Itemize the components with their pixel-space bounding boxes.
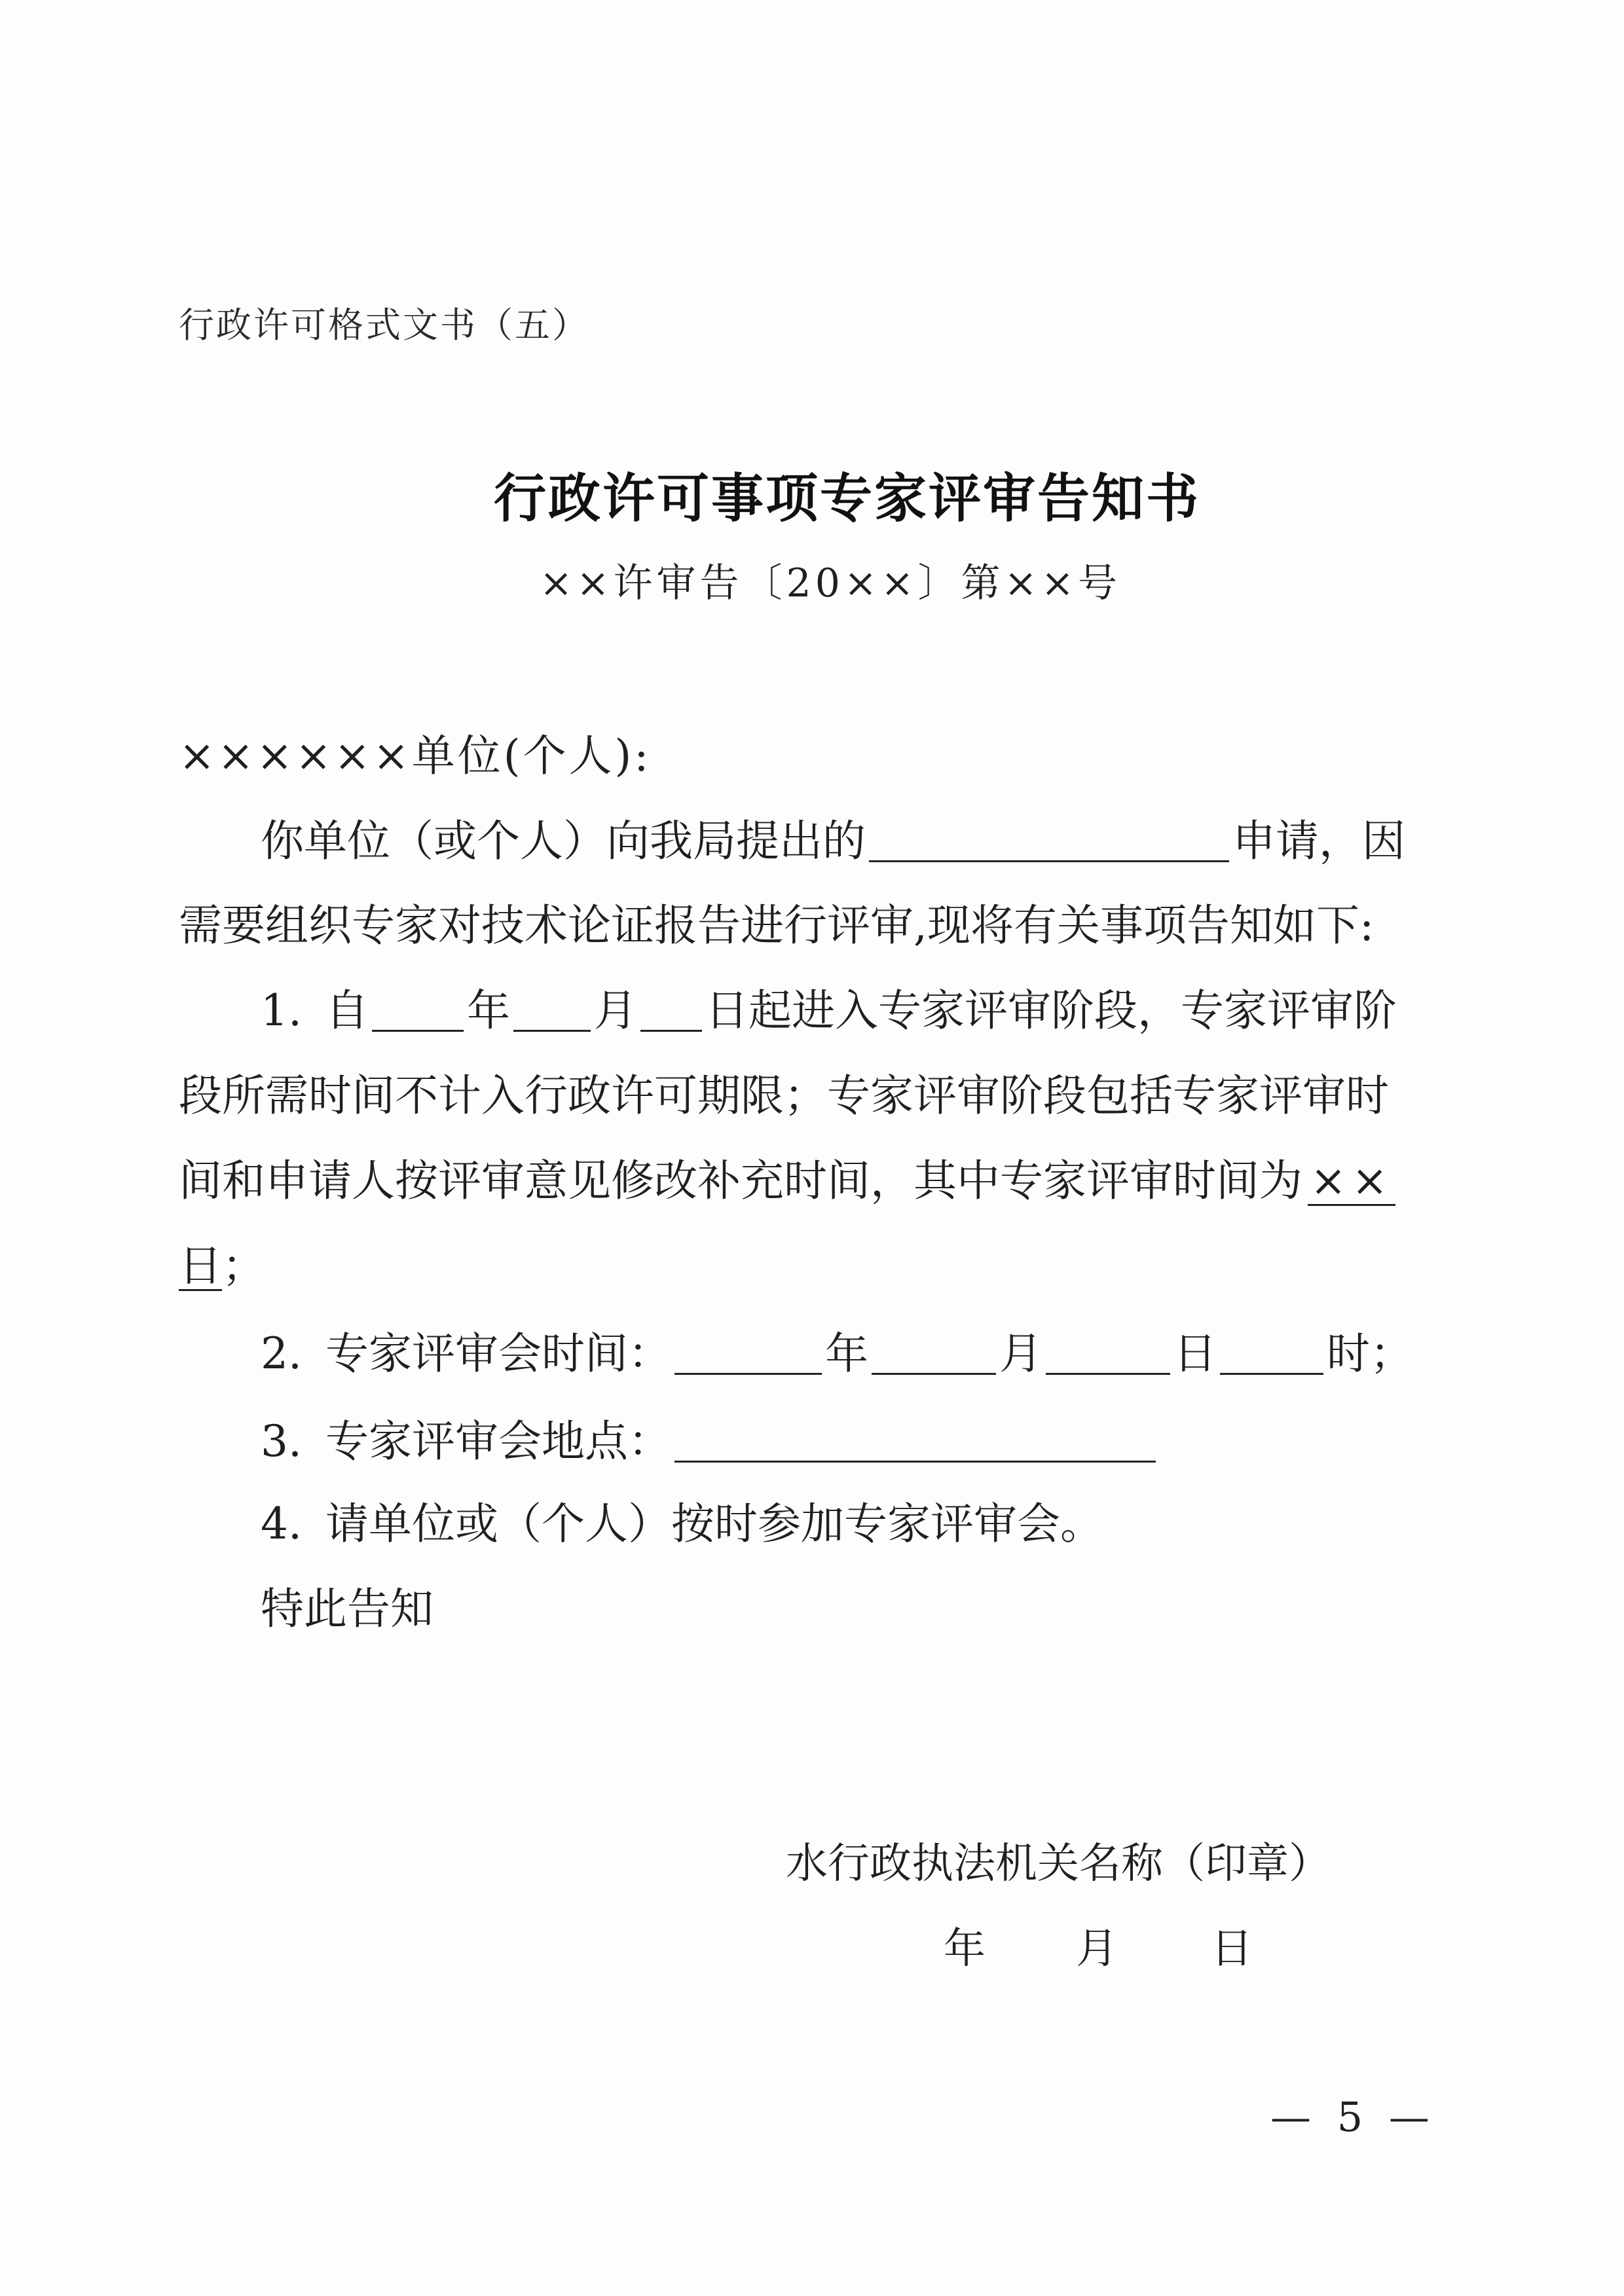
page-number: — 5 — — [1270, 2093, 1436, 2141]
signature-month: 月 — [1076, 1925, 1118, 1973]
item-text: 请单位或（个人）按时参加专家评审会。 — [325, 1499, 1103, 1549]
signature-day: 日 — [1211, 1925, 1253, 1973]
item-text: 月 — [594, 985, 637, 1036]
intro-text-after: 申请，因 — [1232, 816, 1405, 866]
year-blank — [674, 1366, 822, 1375]
item-1-line-3 — [179, 1155, 1395, 1207]
item-number: 2. — [261, 1328, 302, 1379]
item-3 — [261, 1415, 1159, 1468]
meeting-time-label: 专家评审会时间： — [325, 1328, 671, 1379]
review-days-unit: 日 — [179, 1241, 222, 1291]
intro-line — [261, 815, 1405, 867]
year-blank — [372, 1023, 464, 1032]
item-text: 年 — [825, 1328, 868, 1379]
item-text: 月 — [999, 1328, 1043, 1379]
review-days-value: ×× — [1308, 1159, 1395, 1206]
intro-continuation: 需要组织专家对技术论证报告进行评审,现将有关事项告知如下: — [179, 900, 1375, 951]
item-1-line-4 — [179, 1240, 265, 1292]
item-1-line-2: 段所需时间不计入行政许可期限；专家评审阶段包括专家评审时 — [179, 1070, 1389, 1121]
signature-year: 年 — [944, 1925, 986, 1973]
location-blank — [674, 1454, 1156, 1463]
item-text: 日 — [1173, 1328, 1217, 1379]
item-text: 自 — [325, 985, 369, 1036]
addressee: ××××××单位(个人): — [179, 731, 652, 781]
item-text: 年 — [467, 985, 510, 1036]
month-blank — [513, 1023, 591, 1032]
day-blank — [640, 1023, 702, 1032]
item-text: 时； — [1327, 1328, 1413, 1379]
item-1 — [261, 985, 1397, 1037]
month-blank — [872, 1366, 996, 1375]
intro-text: 你单位（或个人）向我局提出的 — [261, 816, 866, 866]
issuer-name: 水行政执法机关名称（印章） — [786, 1840, 1331, 1888]
document-number: ××许审告〔20××〕第××号 — [540, 560, 1121, 606]
document-title: 行政许可事项专家评审告知书 — [494, 467, 1200, 529]
item-text: 日起进入专家评审阶段，专家评审阶 — [705, 985, 1397, 1036]
item-text: 间和申请人按评审意见修改补充时间，其中专家评审时间为 — [179, 1156, 1302, 1206]
item-number: 3. — [261, 1416, 302, 1467]
item-4 — [261, 1498, 1103, 1550]
item-number: 4. — [261, 1499, 302, 1549]
item-2 — [261, 1328, 1413, 1380]
closing-text: 特此告知 — [261, 1584, 434, 1634]
item-text: ； — [222, 1241, 265, 1291]
item-number: 1. — [261, 985, 302, 1036]
application-blank — [869, 854, 1229, 862]
hour-blank — [1220, 1366, 1323, 1375]
day-blank — [1046, 1366, 1170, 1375]
document-type-label: 行政许可格式文书（五） — [179, 304, 589, 346]
meeting-location-label: 专家评审会地点： — [325, 1416, 671, 1467]
